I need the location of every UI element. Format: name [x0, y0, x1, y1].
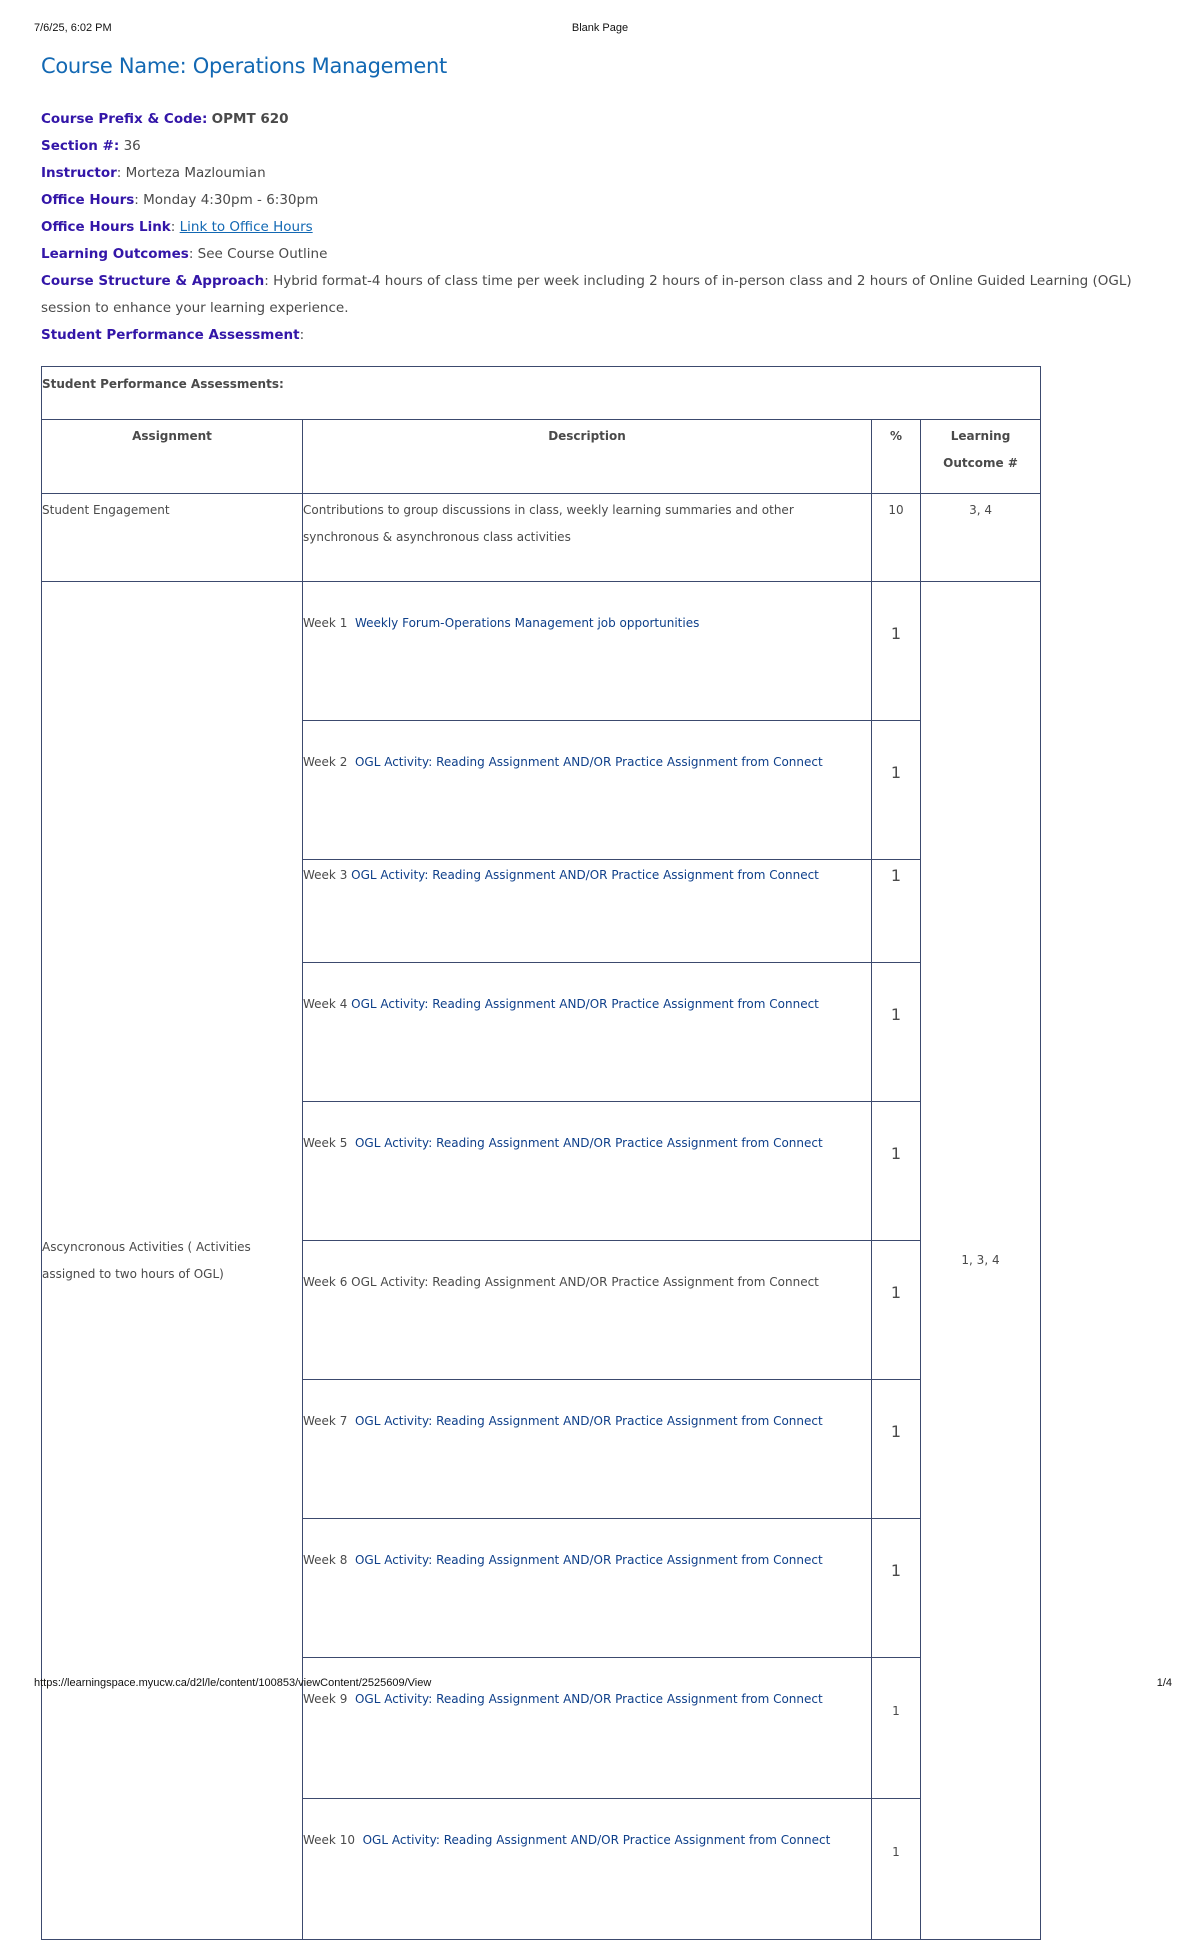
engagement-outcome: 3, 4 [921, 494, 1041, 582]
section-value: 36 [123, 138, 141, 154]
table-row [42, 582, 1041, 721]
async-outcome: 1, 3, 4 [921, 582, 1041, 1940]
week-label: Week 9 [303, 1692, 348, 1706]
learning-outcomes-label: Learning Outcomes [41, 246, 189, 262]
office-hours-line [41, 187, 1161, 214]
assessment-label: Student Performance Assessment [41, 327, 300, 343]
engagement-assignment: Student Engagement [42, 494, 303, 582]
print-url: https://learningspace.myucw.ca/d2l/le/content/100853/viewContent/2525609/View [34, 1677, 432, 1689]
week-percent: 1 [872, 963, 921, 1102]
assessment-table [41, 366, 1041, 1940]
assessment-line [41, 322, 1161, 349]
week-label: Week 7 [303, 1414, 348, 1428]
instructor-line [41, 160, 1161, 187]
week-percent: 1 [872, 1241, 921, 1380]
office-hours-label: Office Hours [41, 192, 135, 208]
week-activity-link[interactable]: Weekly Forum-Operations Management job opportunities [354, 616, 700, 630]
office-hours-link-line [41, 214, 1161, 241]
async-assignment: Ascyncronous Activities ( Activities assigned to two hours of OGL) [42, 582, 303, 1940]
header-assignment: Assignment [42, 420, 303, 494]
office-hours-link-label: Office Hours Link [41, 219, 171, 235]
week-percent: 1 [872, 1799, 921, 1940]
week-label: Week 6 [303, 1275, 348, 1289]
week-percent: 1 [872, 1519, 921, 1658]
section-line [41, 133, 1161, 160]
engagement-description: Contributions to group discussions in class, weekly learning summaries and other synchronous & asynchronous class activities [303, 494, 872, 582]
learning-outcomes-value: : See Course Outline [188, 246, 328, 262]
office-hours-link[interactable]: Link to Office Hours [179, 219, 313, 235]
week-description [303, 1799, 872, 1940]
week-activity-link[interactable]: OGL Activity: Reading Assignment AND/OR Practice Assignment from Connect [354, 1136, 823, 1150]
learning-outcomes-line [41, 241, 1161, 268]
week-label: Week 10 [303, 1833, 355, 1847]
header-percent: % [872, 420, 921, 494]
week-description [303, 1102, 872, 1241]
assessment-suffix: : [299, 327, 305, 343]
week-label: Week 8 [303, 1553, 348, 1567]
course-structure-label: Course Structure & Approach [41, 273, 265, 289]
table-row [42, 494, 1041, 582]
table-caption-row [42, 367, 1041, 420]
colon: : [170, 219, 180, 235]
week-activity-link[interactable]: OGL Activity: Reading Assignment AND/OR Practice Assignment from Connect [362, 1833, 831, 1847]
print-page-number: 1/4 [1156, 1677, 1172, 1689]
week-activity-link[interactable]: OGL Activity: Reading Assignment AND/OR Practice Assignment from Connect [354, 755, 823, 769]
course-title: Course Name: Operations Management [41, 54, 447, 78]
week-label: Week 2 [303, 755, 348, 769]
week-description [303, 582, 872, 721]
week-percent: 1 [872, 582, 921, 721]
instructor-label: Instructor [41, 165, 117, 181]
week-label: Week 1 [303, 616, 348, 630]
print-page-title: Blank Page [571, 22, 629, 34]
week-percent: 1 [872, 1658, 921, 1799]
header-description: Description [303, 420, 872, 494]
week-description [303, 1519, 872, 1658]
instructor-value: : Morteza Mazloumian [116, 165, 266, 181]
office-hours-value: : Monday 4:30pm - 6:30pm [134, 192, 319, 208]
course-prefix-value: OPMT 620 [211, 111, 289, 127]
week-description [303, 1380, 872, 1519]
course-prefix-line [41, 106, 1161, 133]
week-label: Week 3 [303, 868, 348, 882]
week-description [303, 860, 872, 963]
week-activity-text: OGL Activity: Reading Assignment AND/OR Practice Assignment from Connect [351, 1275, 819, 1289]
print-datetime: 7/6/25, 6:02 PM [34, 22, 112, 34]
week-activity-link[interactable]: OGL Activity: Reading Assignment AND/OR Practice Assignment from Connect [351, 868, 819, 882]
table-header-row [42, 420, 1041, 494]
week-label: Week 4 [303, 997, 348, 1011]
header-learning-outcome: Learning Outcome # [921, 420, 1041, 494]
week-activity-link[interactable]: OGL Activity: Reading Assignment AND/OR Practice Assignment from Connect [354, 1692, 823, 1706]
engagement-percent: 10 [872, 494, 921, 582]
week-activity-link[interactable]: OGL Activity: Reading Assignment AND/OR Practice Assignment from Connect [354, 1414, 823, 1428]
table-caption: Student Performance Assessments: [42, 367, 1041, 420]
course-prefix-label: Course Prefix & Code: [41, 111, 208, 127]
course-structure-line [41, 268, 1161, 322]
course-structure-value: : Hybrid format-4 hours of class time per week including 2 hours of in-person class and 2 hours of Online Guided Learning (OGL) session to enhance your learning experience. [41, 273, 1132, 316]
week-activity-link[interactable]: OGL Activity: Reading Assignment AND/OR Practice Assignment from Connect [354, 1553, 823, 1567]
week-description [303, 721, 872, 860]
week-percent: 1 [872, 860, 921, 963]
section-label: Section #: [41, 138, 120, 154]
week-activity-link[interactable]: OGL Activity: Reading Assignment AND/OR Practice Assignment from Connect [351, 997, 819, 1011]
course-info [41, 54, 1161, 349]
week-description [303, 963, 872, 1102]
week-label: Week 5 [303, 1136, 348, 1150]
week-description [303, 1241, 872, 1380]
week-percent: 1 [872, 721, 921, 860]
week-percent: 1 [872, 1380, 921, 1519]
week-percent: 1 [872, 1102, 921, 1241]
